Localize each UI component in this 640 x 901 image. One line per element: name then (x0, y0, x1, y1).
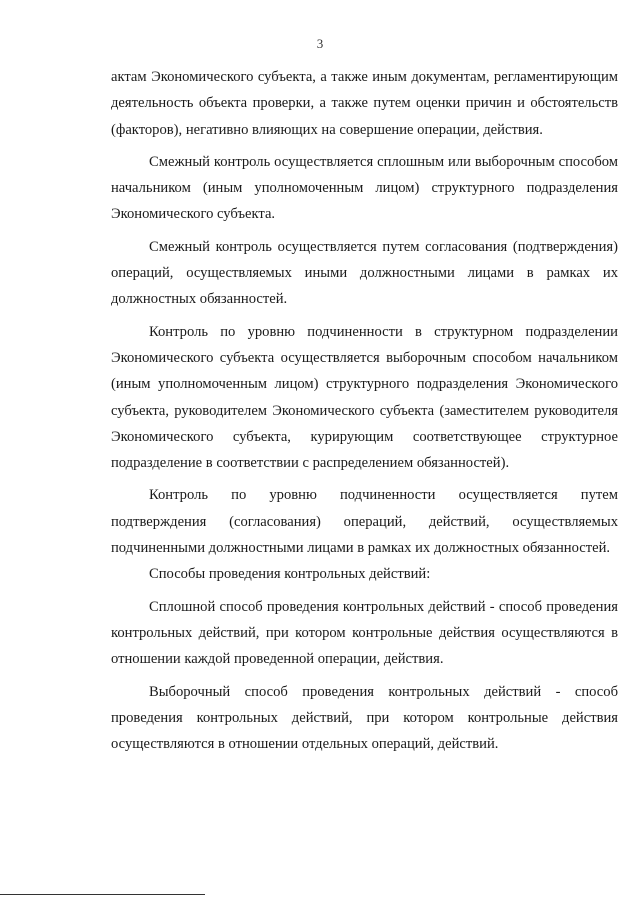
paragraph-adjacent-control-approval: Смежный контроль осуществляется путем согласования (подтверждения) операций, осуществляемых иными должностными лицами в рамках их должностных обязанностей. (111, 238, 618, 308)
paragraph-adjacent-control-method: Смежный контроль осуществляется сплошным или выборочным способом начальником (иным уполномоченным лицом) структурного подразделения Экономического субъекта. (111, 153, 618, 223)
paragraph-continuation: актам Экономического субъекта, а также иным документам, регламентирующим деятельность объекта проверки, а также путем оценки причин и обстоятельств (факторов), негативно влияющих на совершение операции, действия. (111, 69, 618, 138)
paragraph-control-methods-heading: Способы проведения контрольных действий: (149, 566, 431, 583)
footer-divider (0, 894, 205, 895)
paragraph-subordination-control-approval: Контроль по уровню подчиненности осуществляется путем подтверждения (согласования) операций, действий, осуществляемых подчиненными должностными лицами в рамках их должностных обязанностей. (111, 487, 618, 557)
paragraph-continuous-method: Сплошной способ проведения контрольных действий - способ проведения контрольных действий, при котором контрольные действия осуществляются в отношении каждой проведенной операции, действия. (111, 598, 618, 668)
page-number: 3 (316, 36, 324, 51)
paragraph-subordination-control-method: Контроль по уровню подчиненности в структурном подразделении Экономического субъекта осуществляется выборочным способом начальником (иным уполномоченным лицом) структурного подразделения Экономического субъекта, руководителем Экономического субъекта (заместителем руководителя Экономического субъекта, курирующим соответствующее структурное подразделение в соответствии с распределением обязанностей). (111, 323, 618, 472)
document-body (111, 64, 618, 757)
paragraph-selective-method: Выборочный способ проведения контрольных действий - способ проведения контрольных действий, при котором контрольные действия осуществляются в отношении отдельных операций, действий. (111, 683, 618, 753)
